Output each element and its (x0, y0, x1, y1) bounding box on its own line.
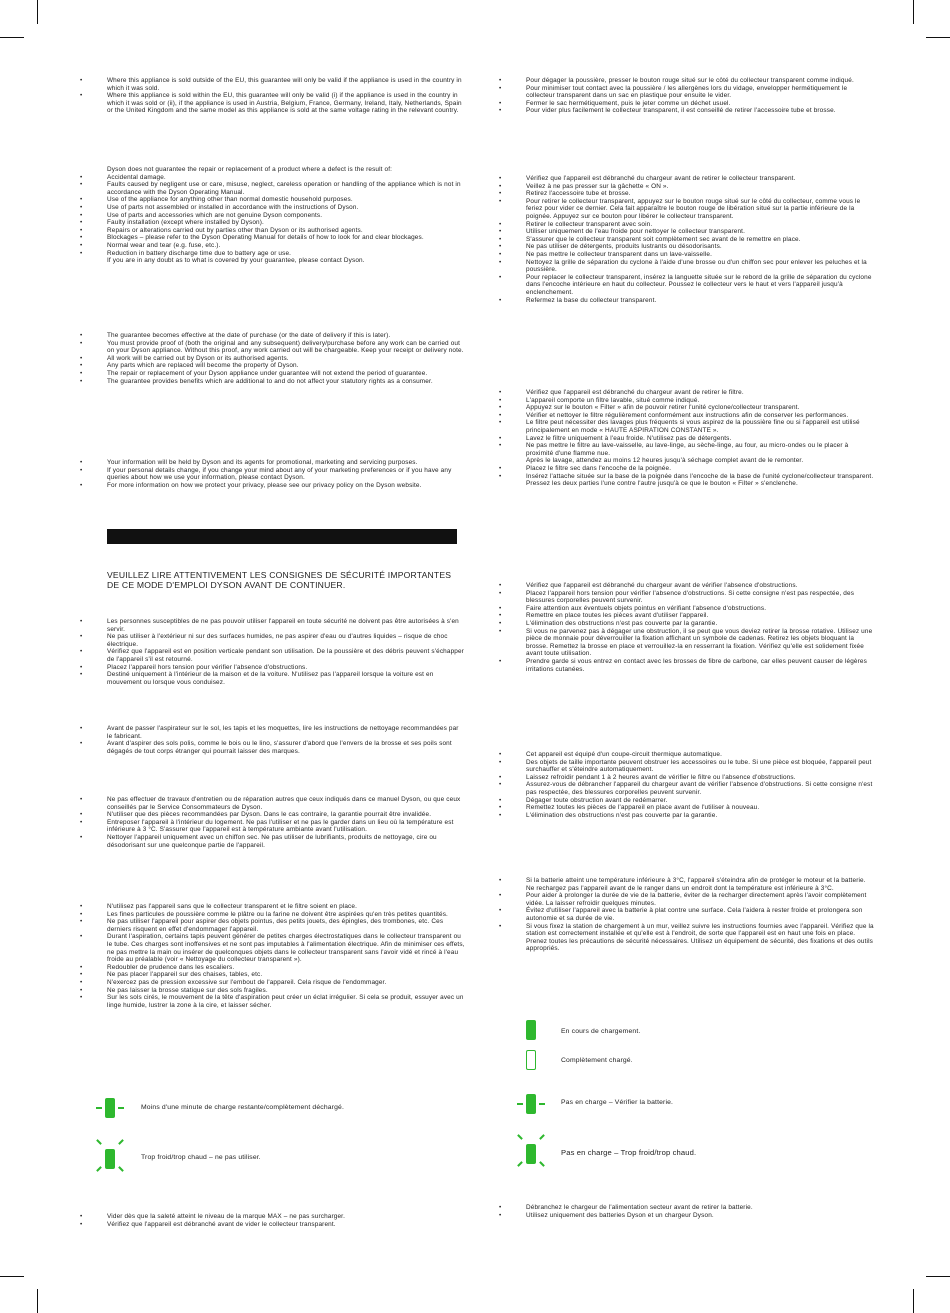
blockage-checks (499, 582, 874, 673)
list-item: • Pour replacer le collecteur transparent, insérez la languette située sur le rebord de la grille de séparation du cyclone dans l'encoche intérieure en haut du collecteur. Poussez le collecteur vers le haut et vers l'appareil jusqu'à enclenchement. (499, 273, 872, 296)
list-item: • Les personnes susceptibles de ne pas pouvoir utiliser l'appareil en toute sécurité ne doivent pas être autorisées à s'en servir. (80, 618, 459, 633)
list-item: • Retirer le collecteur transparent avec soin. (499, 220, 653, 228)
crop-mark (926, 37, 950, 38)
list-item: • Utilisez uniquement des batteries Dyson et un chargeur Dyson. (499, 1211, 714, 1219)
bin-cleaning (499, 175, 874, 304)
list-item: • Your information will be held by Dyson and its agents for promotional, marketing and servicing purposes. (80, 459, 418, 466)
list-item: • Placez le filtre sec dans l'encoche de la poignée. (499, 464, 672, 472)
list-item: • The guarantee becomes effective at the date of purchase (or the date of delivery if this is later). (80, 332, 391, 339)
section-divider-bar (107, 529, 457, 544)
list-item: • N'exercez pas de pression excessive sur l'embout de l'appareil. Cela risque de l'endommager. (80, 978, 387, 986)
list-item: • Nettoyez la grille de séparation du cyclone à l'aide d'une brosse ou d'un chiffon sec pour enlever les peluches et la poussière. (499, 258, 867, 274)
list-item: • S'assurer que le collecteur transparent soit complètement sec avant de le remettre en place. (499, 235, 801, 243)
thermal-cutout (499, 751, 874, 819)
list-item: • Vérifiez que l'appareil est débranché du chargeur avant de retirer le filtre. (499, 389, 744, 396)
list-item: • Cet appareil est équipé d'un coupe-circuit thermique automatique. (499, 751, 723, 758)
list-item: • Si vous ne parvenez pas à dégager une obstruction, il se peut que vous deviez retirer la brosse rotative. Utilisez une pièce de monnaie pour déverrouiller la fixation affichant un symbole de cadenas. Retirez les objets bloquant la brosse. Remettez la brosse en place et verrouillez-la en resserrant la fixation. Vérifiez qu'elle est solidement fixée avant toute utilisation. (499, 627, 873, 658)
battery-care (499, 877, 874, 953)
list-item: • Vérifiez que l'appareil est débranché du chargeur avant de vérifier l'absence d'obstructions. (499, 582, 798, 589)
list-item: • Si vous fixez la station de chargement à un mur, veillez suivre les instructions fournies avec l'appareil. Vérifiez que la station est correctement installée et qu'elle est à l'endroit, de sorte que l'appareil est en haut une fois en place. Prenez toutes les précautions de sécurité nécessaires. Utilisez un équipement de sécurité, des fixations et des outils appropriés. (499, 922, 874, 953)
list-item: • Utiliser uniquement de l'eau froide pour nettoyer le collecteur transparent. (499, 228, 746, 236)
crop-mark (37, 1289, 38, 1313)
list-item: • Prendre garde si vous entrez en contact avec les brosses de fibre de carbone, car elles peuvent causer de légères irritations cutanées. (499, 657, 867, 673)
list-item: • Débranchez le chargeur de l'alimentation secteur avant de retirer la batterie. (499, 1204, 753, 1211)
list-item: • Pour retirer le collecteur transparent, appuyez sur le bouton rouge situé sur le côté du collecteur, comme vous le feriez pour vider ce dernier. Cela fait apparaître le bouton rouge de libération situé sur la partie inférieure de la poignée. Appuyez sur ce bouton pour libérer le collecteur transparent. (499, 197, 861, 220)
list-item: • Lavez le filtre uniquement à l'eau froide. N'utilisez pas de détergents. (499, 434, 732, 442)
list-item: • All work will be carried out by Dyson or its authorised agents. (80, 354, 289, 362)
list-item: • Use of parts and accessories which are not genuine Dyson components. (80, 211, 323, 219)
list-item: • Remettre en place toutes les pièces avant d'utiliser l'appareil. (499, 612, 709, 620)
list-item: • Dégager toute obstruction avant de redémarrer. (499, 796, 668, 804)
list-item: • If your personal details change, if you change your mind about any of your marketing preferences or if you have any queries about how we use your information, please contact Dyson. (80, 466, 452, 482)
safety-general (80, 618, 465, 686)
exclusions-outro: If you are in any doubt as to what is covered by your guarantee, please contact Dyson. (107, 257, 365, 265)
list-item: • Si la batterie atteint une température inférieure à 3°C, l'appareil s'éteindra afin de protéger le moteur et la batterie. Ne rechargez pas l'appareil avant de le ranger dans un endroit dont la température est inférieure à 3°C. (499, 877, 866, 892)
crop-mark (926, 1276, 950, 1277)
list-item: • Ne pas mettre le collecteur transparent dans un lave-vaisselle. (499, 250, 712, 258)
safety-heading: VEUILLEZ LIRE ATTENTIVEMENT LES CONSIGNES DE SÉCURITÉ IMPORTANTES DE CE MODE D'EMPLOI DYSON AVANT DE CONTINUER. (107, 570, 452, 590)
crop-mark (0, 1276, 24, 1277)
list-item: • Use of the appliance for anything other than normal domestic household purposes. (80, 196, 353, 204)
exclusions-intro: Dyson does not guarantee the repair or replacement of a product where a defect is the result of: (107, 166, 393, 173)
filter-drying-note: Après le lavage, attendez au moins 12 heures jusqu'à séchage complet avant de le remonter. (526, 457, 804, 465)
status-label: Moins d'une minute de charge restante/complètement déchargé. (141, 1104, 344, 1111)
list-item: • N'utilisez pas l'appareil sans que le collecteur transparent et le filtre soient en place. (80, 903, 358, 910)
list-item: • L'élimination des obstructions n'est pas couverte par la garantie. (499, 811, 718, 819)
list-item: • Les fines particules de poussière comme le plâtre ou la farine ne doivent être aspirées qu'en très petites quantités. (80, 910, 448, 918)
list-item: • Use of parts not assembled or installed in accordance with the instructions of Dyson. (80, 203, 359, 211)
list-item: • Any parts which are replaced will become the property of Dyson. (80, 362, 299, 370)
list-item: • Ne pas utiliser l'appareil pour aspirer des objets pointus, des petits jouets, des épingles, des trombones, etc. Ces derniers risquent en effet d'endommager l'appareil. (80, 918, 444, 933)
list-item: • Vérifier et nettoyer le filtre régulièrement conformément aux instructions afin de conserver les performances. (499, 411, 849, 419)
list-item: • Avant de passer l'aspirateur sur le sol, les tapis et les moquettes, lire les instructions de nettoyage recommandées par le fabricant. (80, 725, 459, 740)
list-item: • Durant l'aspiration, certains tapis peuvent générer de petites charges électrostatiques dans le collecteur transparent ou le tube. Ces charges sont inoffensives et ne sont pas imputables à l'alimentation électrique. Afin de minimiser ces effets, ne pas mettre la main ou insérer de quelconques objets dans le collecteur transparent sans l'avoir vidé et rincé à l'eau froide au préalable (voir « Nettoyage du collecteur transparent »). (80, 933, 465, 964)
list-item: • Sur les sols cirés, le mouvement de la tête d'aspiration peut créer un éclat irrégulier. Si cela se produit, essuyer avec un linge humide, lustrer la zone à la cire, et laisser sécher. (80, 994, 464, 1009)
list-item: • Appuyez sur le bouton « Filter » afin de pouvoir retirer l'unité cyclone/collecteur transparent. (499, 404, 800, 412)
safety-usage (80, 903, 465, 1009)
safety-maintenance (80, 796, 465, 849)
list-item: • Destiné uniquement à l'intérieur de la maison et de la voiture. N'utilisez pas l'appareil lorsque la voiture est en mouvement ou lorsque vous conduisez. (80, 671, 434, 686)
list-item: • Where this appliance is sold within the EU, this guarantee will only be valid (i) if the appliance is used in the country in which it was sold or (ii), if the appliance is used in Austria, Belgium, France, Germany, Ireland, Italy, Netherlands, Spain or the United Kingdom and the same model as this appliance is sold at the same voltage rating in the relevant country. (80, 92, 462, 115)
list-item: • You must provide proof of (both the original and any subsequent) delivery/purchase before any work can be carried out on your Dyson appliance. Without this proof, any work carried out will be chargeable. Keep your receipt or delivery note. (80, 339, 464, 355)
list-item: • Faulty installation (except where installed by Dyson). (80, 219, 264, 227)
list-item: • Pour vider plus facilement le collecteur transparent, il est conseillé de retirer l'accessoire tube et brosse. (499, 107, 836, 115)
bin-emptying (499, 77, 874, 115)
list-item: • Remettez toutes les pièces de l'appareil en place avant de l'utiliser à nouveau. (499, 804, 760, 812)
list-item: • The repair or replacement of your Dyson appliance under guarantee will not extend the period of guarantee. (80, 369, 428, 377)
status-label: Complètement chargé. (561, 1057, 633, 1064)
status-label: Trop froid/trop chaud – ne pas utiliser. (141, 1154, 261, 1161)
guarantee-territory-list (80, 77, 465, 115)
list-item: • Reduction in battery discharge time due to battery age or use. (80, 249, 292, 257)
list-item: • Pour aider à prolonger la durée de vie de la batterie, éviter de la recharger directement après l'avoir complètement vidée. La laisser refroidir quelques minutes. (499, 892, 867, 907)
list-item: • Vérifiez que l'appareil est débranché du chargeur avant de retirer le collecteur transparent. (499, 175, 796, 182)
list-item: • Redoubler de prudence dans les escaliers. (80, 963, 235, 971)
list-item: • Placez l'appareil hors tension pour vérifier l'absence d'obstructions. Si cette consigne n'est pas respectée, des blessures corporelles peuvent survenir. (499, 589, 855, 605)
list-item: • Le filtre peut nécessiter des lavages plus fréquents si vous aspirez de la poussière fine ou si l'appareil est utilisé principalement en mode « HAUTE ASPIRATION CONSTANTE ». (499, 419, 860, 434)
list-item: • Normal wear and tear (e.g. fuse, etc.). (80, 241, 221, 249)
privacy-info (80, 459, 465, 489)
crop-mark (913, 0, 914, 24)
status-label: Pas en charge – Vérifier la batterie. (561, 1099, 674, 1106)
charger-notes (499, 1204, 874, 1219)
list-item: • Placez l'appareil hors tension pour vérifier l'absence d'obstructions. (80, 663, 308, 671)
guarantee-terms (80, 332, 465, 385)
list-item: • Vérifiez que l'appareil est en position verticale pendant son utilisation. De la poussière et des débris peuvent s'échapper de l'appareil s'il est retourné. (80, 648, 464, 663)
list-item: • Retirez l'accessoire tube et brosse. (499, 190, 631, 198)
emptying-notes (80, 1213, 465, 1228)
list-item: • Ne pas effectuer de travaux d'entretien ou de réparation autres que ceux indiqués dans ce manuel Dyson, ou que ceux conseillés par le Service Consommateurs de Dyson. (80, 796, 461, 811)
list-item: • Ne pas laisser la brosse statique sur des sols fragiles. (80, 986, 268, 994)
crop-mark (0, 37, 24, 38)
list-item: • Laissez refroidir pendant 1 à 2 heures avant de vérifier le filtre ou l'absence d'obstructions. (499, 773, 796, 781)
list-item: • Fermer le sac hermétiquement, puis le jeter comme un déchet usuel. (499, 99, 731, 107)
list-item: • Faire attention aux éventuels objets pointus en vérifiant l'absence d'obstructions. (499, 604, 767, 612)
list-item: • Pour dégager la poussière, presser le bouton rouge situé sur le côté du collecteur transparent comme indiqué. (499, 77, 854, 84)
list-item: • Blockages – please refer to the Dyson Operating Manual for details of how to look for and clear blockages. (80, 234, 424, 242)
list-item: • Veillez à ne pas presser sur la gâchette « ON ». (499, 182, 669, 190)
list-item: • Faults caused by negligent use or care, misuse, neglect, careless operation or handling of the appliance which is not in accordance with the Dyson Operating Manual. (80, 181, 461, 196)
list-item: • Ne pas utiliser à l'extérieur ni sur des surfaces humides, ne pas aspirer d'eau ou d'autres liquides – risque de choc électrique. (80, 633, 448, 648)
list-item: • Insérez l'attache située sur la base de la poignée dans l'encoche de la base de l'unité cyclone/collecteur transparent. Pressez les deux parties l'une contre l'autre jusqu'à ce que le bouton « Filter » s'enclenche. (499, 472, 874, 488)
list-item: • For more information on how we protect your privacy, please see our privacy policy on the Dyson website. (80, 481, 422, 489)
list-item: • Ne pas mettre le filtre au lave-vaisselle, au lave-linge, au sèche-linge, au four, au micro-ondes ou le placer à proximité d'une flamme nue. (499, 442, 849, 457)
list-item: • Ne pas placer l'appareil sur des chaises, tables, etc. (80, 971, 263, 979)
list-item: • Entreposer l'appareil à l'intérieur du logement. Ne pas l'utiliser et ne pas le garder dans un lieu où la température est inférieure à 3 °C. S'assurer que l'appareil est à température ambiante avant l'utilisation. (80, 818, 454, 834)
list-item: • Évitez d'utiliser l'appareil avec la batterie à plat contre une surface. Cela l'aidera à rester froide et prolongera son autonomie et sa durée de vie. (499, 907, 863, 922)
list-item: • Nettoyer l'appareil uniquement avec un chiffon sec. Ne pas utiliser de lubrifiants, produits de nettoyage, cire ou désodorisant sur une quelconque partie de l'appareil. (80, 833, 437, 849)
list-item: • Avant d'aspirer des sols polis, comme le bois ou le lino, s'assurer d'abord que l'envers de la brosse et ses poils sont dégagés de tout corps étranger qui pourrait laisser des marques. (80, 740, 452, 755)
list-item: • N'utiliser que des pièces recommandées par Dyson. Dans le cas contraire, la garantie pourrait être invalidée. (80, 811, 432, 819)
status-label: Pas en charge – Trop froid/trop chaud. (561, 1148, 697, 1157)
safety-floors (80, 725, 465, 755)
crop-mark (37, 0, 38, 24)
list-item: • Pour minimiser tout contact avec la poussière / les allergènes lors du vidage, envelopper hermétiquement le collecteur transparent dans un sac en plastique pour ensuite le vider. (499, 84, 848, 100)
list-item: • Repairs or alterations carried out by parties other than Dyson or its authorised agents. (80, 226, 363, 234)
crop-mark (913, 1289, 914, 1313)
list-item: • Accidental damage. (80, 173, 166, 181)
list-item: • L'élimination des obstructions n'est pas couverte par la garantie. (499, 619, 718, 627)
status-label: En cours de chargement. (561, 1028, 641, 1035)
filter-washing (499, 389, 874, 488)
list-item: • Where this appliance is sold outside of the EU, this guarantee will only be valid if the appliance is used in the country in which it was sold. (80, 77, 462, 92)
guarantee-exclusions (80, 166, 465, 265)
list-item: • The guarantee provides benefits which are additional to and do not affect your statutory rights as a consumer. (80, 377, 433, 385)
list-item: • Vider dès que la saleté atteint le niveau de la marque MAX – ne pas surcharger. (80, 1213, 346, 1220)
list-item: • L'appareil comporte un filtre lavable, situé comme indiqué. (499, 396, 700, 404)
list-item: • Ne pas utiliser de détergents, produits lustrants ou désodorisants. (499, 243, 722, 251)
list-item: • Des objets de taille importante peuvent obstruer les accessoires ou le tube. Si une pièce est bloquée, l'appareil peut surchauffer et s'éteindre automatiquement. (499, 758, 872, 774)
list-item: • Assurez-vous de débrancher l'appareil du chargeur avant de vérifier l'absence d'obstructions. Si cette consigne n'est pas respectée, des blessures corporelles peuvent survenir. (499, 781, 873, 796)
list-item: • Vérifiez que l'appareil est débranché avant de vider le collecteur transparent. (80, 1220, 336, 1228)
list-item: • Refermez la base du collecteur transparent. (499, 296, 657, 304)
